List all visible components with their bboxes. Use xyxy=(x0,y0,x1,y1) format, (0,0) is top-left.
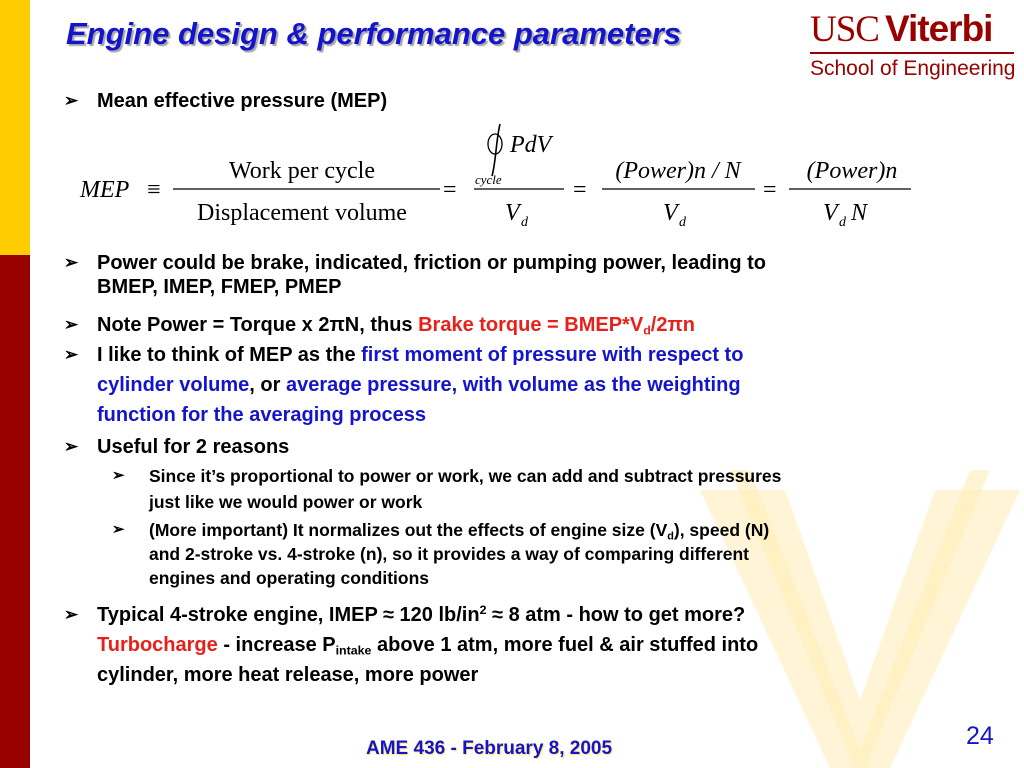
eq-n: N xyxy=(851,200,868,226)
arrow-bullet-icon: ➢ xyxy=(112,467,125,484)
eq-vd-2-sub: d xyxy=(679,215,686,230)
eq-vd-1-sub: d xyxy=(521,215,528,230)
page-number: 24 xyxy=(966,722,994,750)
eq-power-n-over-n: (Power)n / N xyxy=(615,158,741,184)
eq-pdv: PdV xyxy=(510,132,552,158)
slide-title: Engine design & performance parameters xyxy=(66,16,682,51)
arrow-bullet-icon: ➢ xyxy=(64,315,79,334)
arrow-bullet-icon: ➢ xyxy=(64,91,79,110)
eq-cycle: cycle xyxy=(475,172,502,187)
eq-displacement-volume: Displacement volume xyxy=(197,200,407,226)
eq-equiv: ≡ xyxy=(147,177,161,203)
eq-equals-2: = xyxy=(573,177,587,203)
sidebar-cardinal-band xyxy=(0,255,30,768)
arrow-bullet-icon: ➢ xyxy=(64,437,79,456)
logo-rule xyxy=(810,52,1014,54)
eq-equals-1: = xyxy=(443,177,457,203)
arrow-bullet-icon: ➢ xyxy=(112,521,125,538)
logo-viterbi: Viterbi xyxy=(884,8,993,49)
usc-viterbi-logo xyxy=(810,8,1016,81)
eq-work-per-cycle: Work per cycle xyxy=(229,158,375,184)
logo-school: School of Engineering xyxy=(810,57,1016,80)
arrow-bullet-icon: ➢ xyxy=(64,253,79,272)
arrow-bullet-icon: ➢ xyxy=(64,345,79,364)
mep-equation xyxy=(60,118,940,236)
eq-power-n: (Power)n xyxy=(806,158,898,184)
slide-footer: AME 436 - February 8, 2005 xyxy=(366,738,613,759)
eq-vd-3: V xyxy=(823,200,838,226)
eq-vd-2: V xyxy=(663,200,678,226)
eq-mep: MEP xyxy=(80,177,130,203)
arrow-bullet-icon: ➢ xyxy=(64,605,79,624)
eq-equals-3: = xyxy=(763,177,777,203)
logo-usc: USC xyxy=(810,9,879,50)
sidebar-gold-band xyxy=(0,0,30,255)
eq-vd-1: V xyxy=(505,200,520,226)
eq-vd-3-sub: d xyxy=(839,215,846,230)
